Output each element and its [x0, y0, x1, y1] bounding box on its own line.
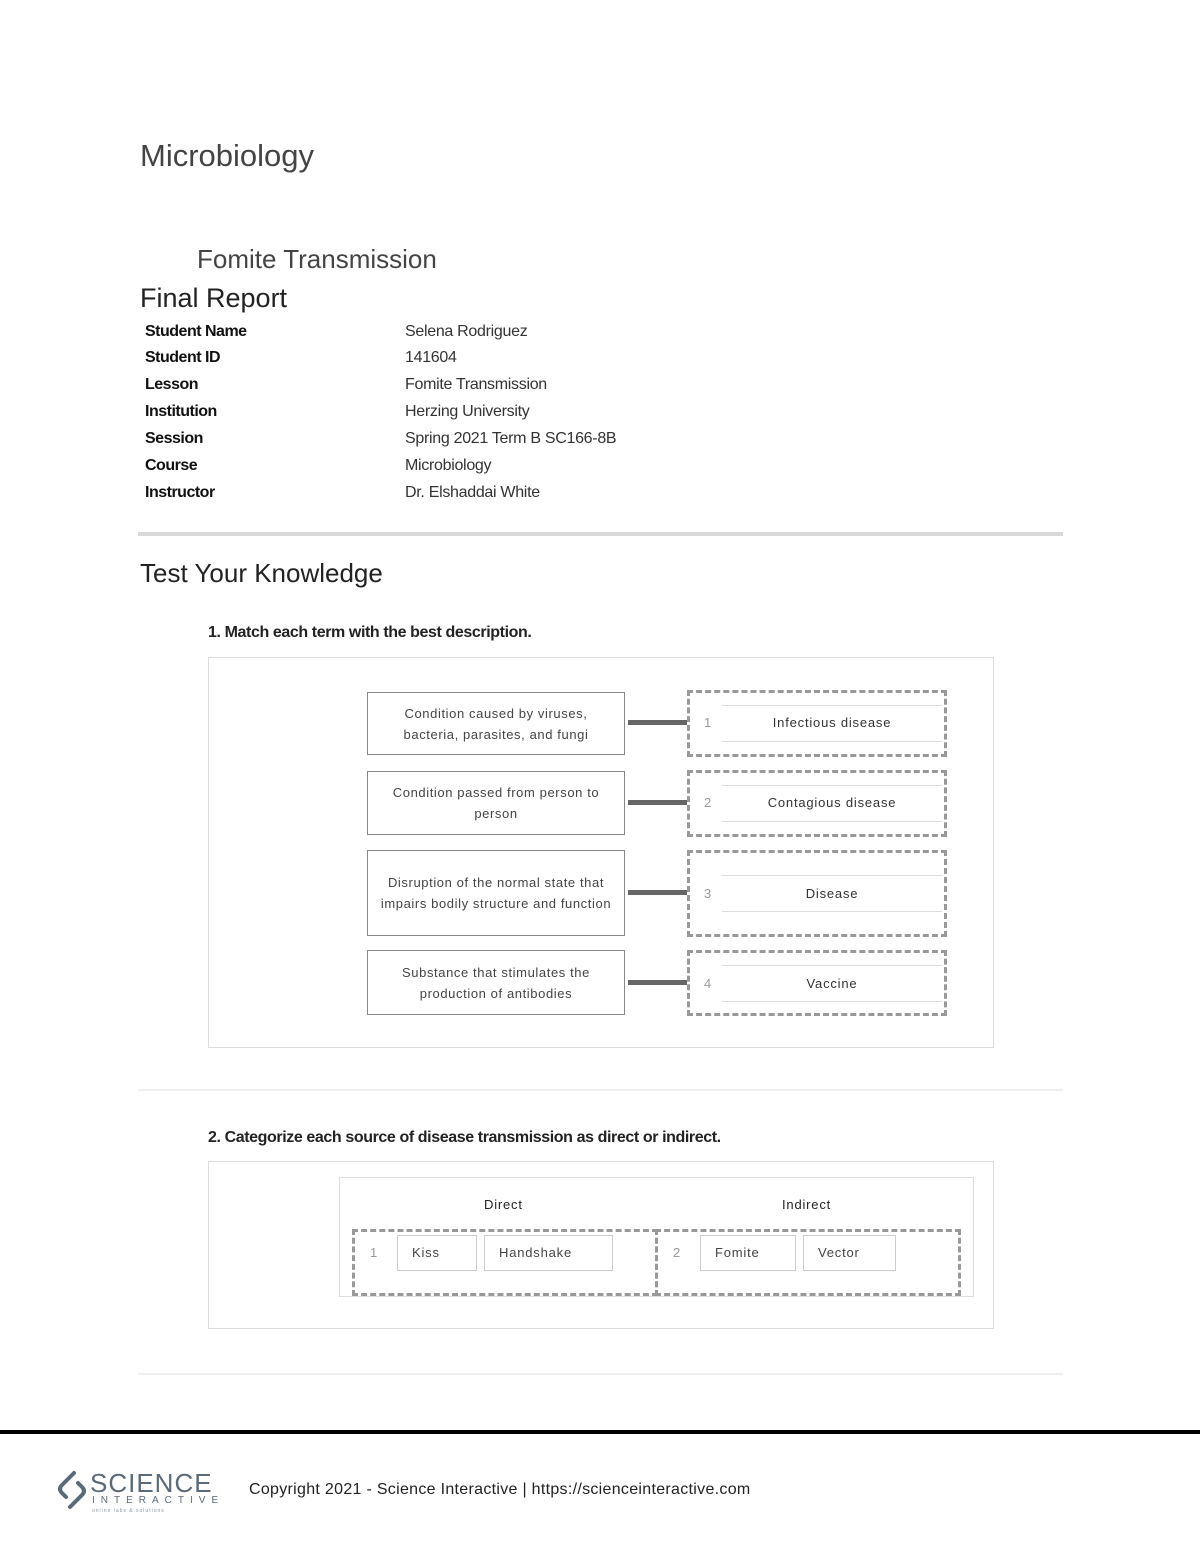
- question-divider: [138, 1373, 1063, 1375]
- info-value-course: Microbiology: [405, 457, 492, 474]
- match-line-top: [722, 965, 942, 966]
- info-label-institution: Institution: [145, 403, 217, 420]
- match-drop-zone-4[interactable]: [687, 950, 947, 1016]
- info-label-lesson: Lesson: [145, 376, 199, 393]
- chip-vector[interactable]: Vector: [803, 1235, 896, 1271]
- match-drop-zone-3[interactable]: [687, 850, 947, 937]
- info-value-student-id: 141604: [405, 349, 457, 366]
- match-term-3[interactable]: Disease: [805, 886, 859, 901]
- footer-rule: [0, 1430, 1200, 1434]
- match-connector-4: [628, 980, 688, 985]
- match-line-bottom: [722, 911, 942, 912]
- logo-wordmark: SCIENCE: [90, 1468, 213, 1498]
- match-number-3: 3: [704, 886, 712, 901]
- lesson-title: Fomite Transmission: [197, 244, 437, 274]
- category-number-direct: 1: [370, 1245, 378, 1260]
- match-connector-2: [628, 800, 688, 805]
- match-drop-zone-2[interactable]: [687, 770, 947, 837]
- info-label-course: Course: [145, 457, 198, 474]
- report-title: Final Report: [140, 283, 288, 313]
- science-interactive-logo-icon: [56, 1470, 88, 1510]
- match-description-4: Substance that stimulates the production of antibodies: [367, 950, 625, 1015]
- info-label-student-id: Student ID: [145, 349, 220, 366]
- match-connector-1: [628, 720, 688, 725]
- match-description-1: Condition caused by viruses, bacteria, parasites, and fungi: [367, 692, 625, 755]
- info-label-session: Session: [145, 430, 203, 447]
- question-divider: [138, 1089, 1063, 1091]
- info-value-session: Spring 2021 Term B SC166-8B: [405, 430, 617, 447]
- match-connector-3: [628, 890, 688, 895]
- info-value-student-name: Selena Rodriguez: [405, 323, 528, 340]
- category-header-direct: Direct: [484, 1197, 523, 1212]
- match-description-2: Condition passed from person to person: [367, 771, 625, 835]
- info-label-student-name: Student Name: [145, 323, 247, 340]
- info-value-lesson: Fomite Transmission: [405, 376, 547, 393]
- match-line-bottom: [722, 821, 942, 822]
- section-divider: [138, 532, 1063, 536]
- logo-tagline: online labs & solutions: [92, 1508, 165, 1514]
- match-drop-zone-1[interactable]: [687, 690, 947, 757]
- match-description-3: Disruption of the normal state that impairs bodily structure and function: [367, 850, 625, 936]
- question-2-title: 2. Categorize each source of disease transmission as direct or indirect.: [208, 1129, 721, 1146]
- info-value-institution: Herzing University: [405, 403, 530, 420]
- match-term-4[interactable]: Vaccine: [806, 976, 858, 991]
- course-title: Microbiology: [140, 138, 315, 173]
- question-1-title: 1. Match each term with the best description.: [208, 624, 532, 641]
- match-term-1[interactable]: Infectious disease: [772, 715, 892, 730]
- match-number-4: 4: [704, 976, 712, 991]
- footer-copyright: Copyright 2021 - Science Interactive | https://scienceinteractive.com: [249, 1481, 751, 1498]
- match-line-top: [722, 785, 942, 786]
- section-title: Test Your Knowledge: [140, 558, 383, 588]
- match-number-1: 1: [704, 715, 712, 730]
- info-label-instructor: Instructor: [145, 484, 215, 501]
- match-line-bottom: [722, 741, 942, 742]
- match-line-top: [722, 705, 942, 706]
- match-number-2: 2: [704, 795, 712, 810]
- match-term-2[interactable]: Contagious disease: [767, 795, 897, 810]
- chip-kiss[interactable]: Kiss: [397, 1235, 477, 1271]
- chip-fomite[interactable]: Fomite: [700, 1235, 796, 1271]
- category-number-indirect: 2: [673, 1245, 681, 1260]
- info-value-instructor: Dr. Elshaddai White: [405, 484, 540, 501]
- match-line-bottom: [722, 1001, 942, 1002]
- chip-handshake[interactable]: Handshake: [484, 1235, 613, 1271]
- category-header-indirect: Indirect: [782, 1197, 832, 1212]
- logo-subtitle: INTERACTIVE: [92, 1495, 225, 1506]
- match-line-top: [722, 875, 942, 876]
